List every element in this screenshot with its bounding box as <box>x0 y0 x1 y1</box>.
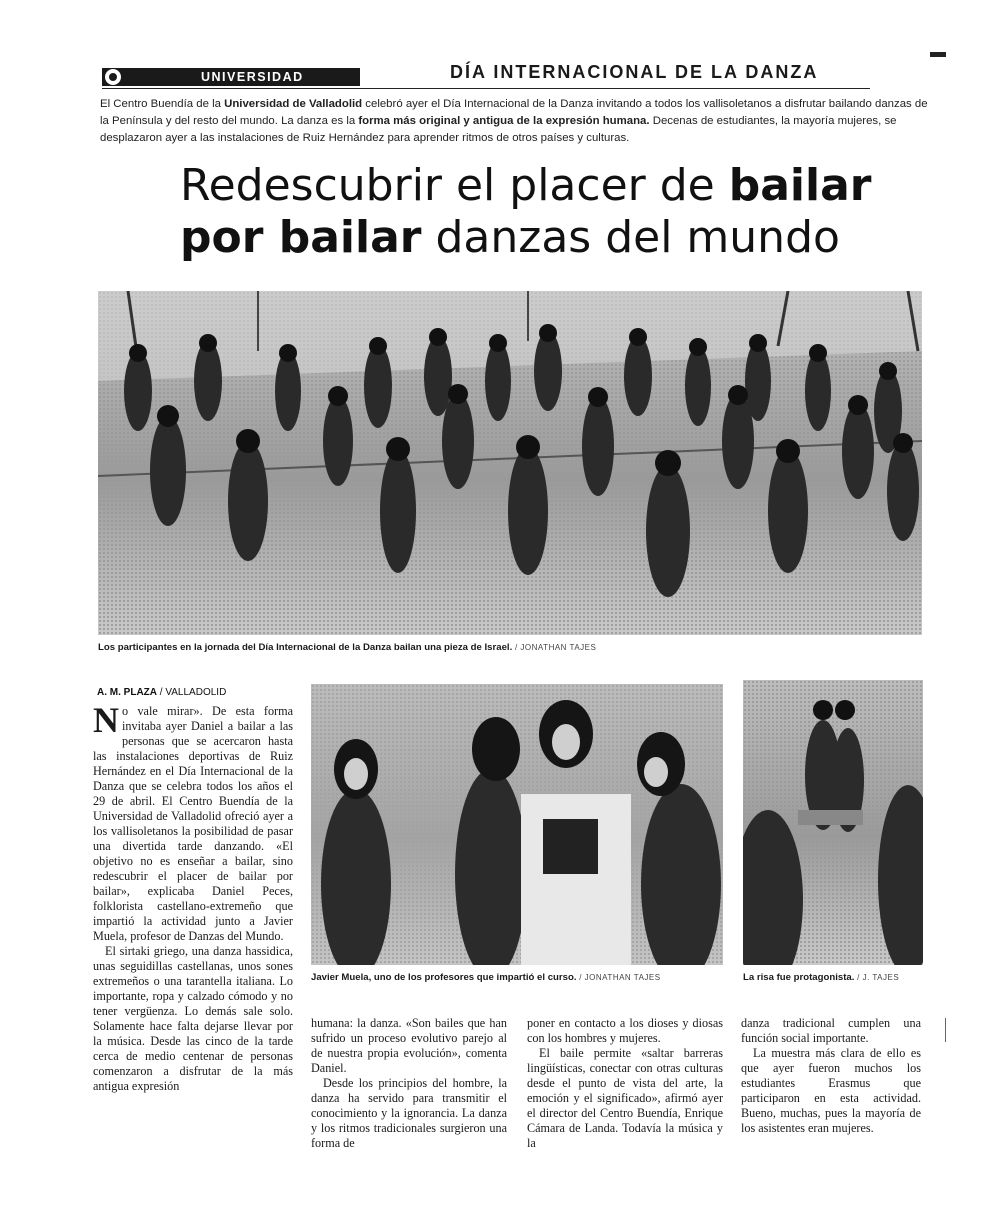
body-column-3 <box>527 1016 723 1151</box>
headline-light-1: Redescubrir el placer de <box>180 160 729 211</box>
third-photo <box>743 680 923 965</box>
lead-text-2: celebró ayer el Día Internacional de la Danza invitando a todos los vallisoletanos a disfrutar bailando danzas de la Península y del resto del mundo. La danza es la <box>100 98 928 127</box>
col3-paragraph-1: poner en contacto a los dioses y diosas con los hombres y mujeres. <box>527 1016 723 1045</box>
lead-bold-1: Universidad de Valladolid <box>224 98 363 110</box>
third-photo-caption <box>743 972 899 983</box>
body-column-1 <box>93 700 293 1094</box>
col3-paragraph-2: El baile permite «saltar barreras lingüísticas, conectar con otras culturas desde el punto de vista del arte, la emoción y el significado», afirmó ayer el director del Centro Buendía, Enrique Cámara de Landa. Todavía la música y la <box>527 1046 723 1150</box>
col4-paragraph-1: danza tradicional cumplen una función social importante. <box>741 1016 921 1045</box>
col2-paragraph-2: Desde los principios del hombre, la danza ha servido para transmitir el conocimiento y la ignorancia. La danza y los ritmos tradicionales surgieron una forma de <box>311 1076 507 1150</box>
headline <box>180 160 940 264</box>
section-label: UNIVERSIDAD <box>201 70 304 84</box>
byline <box>97 687 226 698</box>
byline-place: / VALLADOLID <box>157 687 227 698</box>
second-photo-caption <box>311 972 661 983</box>
body-column-2 <box>311 1016 507 1151</box>
second-photo <box>311 684 723 965</box>
headline-bold-2: por bailar <box>180 212 422 263</box>
headline-line-2 <box>180 212 940 264</box>
body-column-4 <box>741 1016 921 1136</box>
byline-author: A. M. PLAZA <box>97 687 157 698</box>
lead-text-3: Decenas de estudiantes, la mayoría mujeres, se desplazaron ayer a las instalaciones de Ruiz Hernández para aprender ritmos de otros países y culturas. <box>100 115 897 144</box>
col1-paragraph-2: El sirtaki griego, una danza hassidica, unas seguidillas castellanas, unos sones extremeños o una tarantella italiana. Lo importante, ropa y calzado cómodo y no tener vergüenza. Lo demás sale solo. Solamente hace falta dejarse llevar por la música. Desde las cinco de la tarde cerca de medio centenar de personas comenzaron a disfrutar de la más antigua expresión <box>93 944 293 1093</box>
lead-bold-2: forma más original y antigua de la expresión humana. <box>358 115 650 127</box>
col1-paragraph-1 <box>93 700 293 944</box>
right-edge-rule <box>945 1018 946 1042</box>
lead-paragraph <box>100 96 932 147</box>
main-photo-caption <box>98 642 596 653</box>
section-tag <box>102 68 360 86</box>
headline-line-1 <box>180 160 940 212</box>
third-caption-credit: / J. TAJES <box>854 973 900 982</box>
second-caption-text: Javier Muela, uno de los profesores que impartió el curso. <box>311 972 577 983</box>
second-caption-credit: / JONATHAN TAJES <box>576 973 661 982</box>
topic-title: DÍA INTERNACIONAL DE LA DANZA <box>450 62 819 82</box>
lead-text-1: El Centro Buendía de la <box>100 98 225 110</box>
third-caption-text: La risa fue protagonista. <box>743 972 855 983</box>
main-caption-credit: / JONATHAN TAJES <box>512 643 597 652</box>
col1-p1-text: o vale mirar». De esta forma invitaba ayer Daniel a bailar a las personas que se acercaron hasta las instalaciones deportivas de Ruiz Hernández en el Día Internacional de la Danza que se celebra todos los años el 29 de abril. El Centro Buendía de la Universidad de Valladolid ofreció ayer a los vallisoletanos la posibilidad de pasar una divertida tarde danzando. «El objetivo no es enseñar a bailar, sino redescubrir el placer de bailar por bailar», explicaba Daniel Peces, folklorista castellano-extremeño que impartió la actividad junto a Javier Muela, profesor de Danzas del Mundo. <box>93 704 293 943</box>
headline-bold-1: bailar <box>728 160 872 211</box>
main-caption-text: Los participantes en la jornada del Día Internacional de la Danza bailan una pieza de Israel. <box>98 642 513 653</box>
newspaper-logo-icon <box>105 69 121 85</box>
headline-light-2: danzas del mundo <box>421 212 840 263</box>
dropcap: N <box>93 700 119 740</box>
col4-paragraph-2: La muestra más clara de ello es que ayer fueron muchos los estudiantes Erasmus que participaron en esta actividad. Bueno, muchas, pues la mayoría de los asistentes eran mujeres. <box>741 1046 921 1135</box>
col2-paragraph-1: humana: la danza. «Son bailes que han sufrido un proceso evolutivo parejo al de nuestra propia evolución», comenta Daniel. <box>311 1016 507 1075</box>
main-photo <box>98 291 922 635</box>
header-rule <box>102 88 870 89</box>
corner-mark <box>930 52 946 57</box>
